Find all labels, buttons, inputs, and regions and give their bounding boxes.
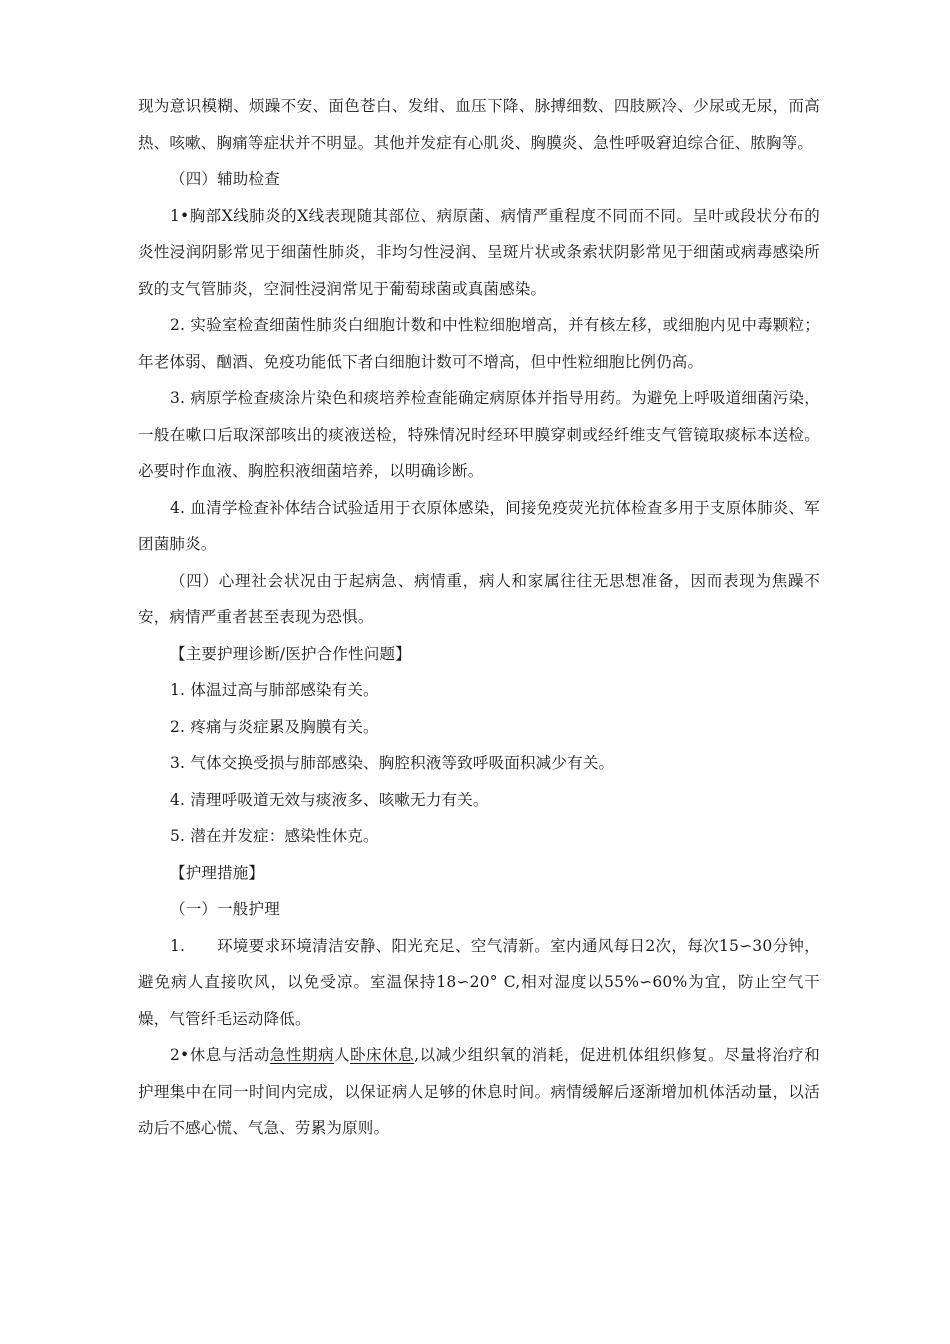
paragraph-shock-symptoms: 现为意识模糊、烦躁不安、面色苍白、发绀、血压下降、脉搏细数、四肢厥冷、少尿或无尿，而高热、咳嗽、胸痛等症状并不明显。其他并发症有心肌炎、胸膜炎、急性呼吸窘迫综合征、脓胸等。 <box>138 97 820 152</box>
paragraph-etiology-tests: 3. 病原学检查痰涂片染色和痰培养检查能确定病原体并指导用药。为避免上呼吸道细菌污染，一般在嗽口后取深部咳出的痰液送检，特殊情况时经环甲膜穿刺或经纤维支气管镜取痰标本送检。必要时作血液、胸腔积液细菌培养，以明确诊断。 <box>138 389 820 480</box>
diagnosis-item-5: 5. 潜在并发症：感染性休克。 <box>170 827 379 845</box>
paragraph-rest-activity <box>138 1037 820 1147</box>
paragraph-serology-tests: 4. 血清学检查补体结合试验适用于衣原体感染，间接免疫荧光抗体检查多用于支原体肺炎、军团菌肺炎。 <box>138 498 820 553</box>
underlined-acute-phase: 急性期病 <box>269 1046 334 1064</box>
heading-nursing-diagnosis: 【主要护理诊断/医护合作性问题】 <box>170 644 411 663</box>
diagnosis-item-2: 2. 疼痛与炎症累及胸膜有关。 <box>170 717 379 736</box>
underlined-bed-rest: 卧床休息 <box>350 1046 415 1064</box>
document-page <box>138 88 820 1147</box>
rest-activity-mid: 人 <box>334 1046 351 1064</box>
diagnosis-item-3: 3. 气体交换受损与肺部感染、胸腔积液等致呼吸面积减少有关。 <box>170 754 615 772</box>
rest-activity-tail: ,以减少组织氧的消耗，促进机体组织修复。尽量将治疗和护理集中在同一时间内完成，以保证病人足够的休息时间。病情缓解后逐渐增加机体活动量，以活动后不感心慌、气急、劳累为原则。 <box>138 1046 820 1137</box>
heading-general-care: （一）一般护理 <box>170 900 280 918</box>
paragraph-chest-xray: 1•胸部X线肺炎的X线表现随其部位、病原菌、病情严重程度不同而不同。呈叶或段状分布的炎性浸润阴影常见于细菌性肺炎，非均匀性浸润、呈斑片状或条索状阴影常见于细菌或病毒感染所致的支气管肺炎，空洞性浸润常见于葡萄球菌或真菌感染。 <box>138 206 820 298</box>
paragraph-lab-tests: 2. 实验室检查细菌性肺炎白细胞计数和中性粒细胞增高，并有核左移，或细胞内见中毒颗粒；年老体弱、酗酒、免疫功能低下者白细胞计数可不增高，但中性粒细胞比例仍高。 <box>138 316 820 371</box>
paragraph-psychosocial: （四）心理社会状况由于起病急、病情重，病人和家属往往无思想准备，因而表现为焦躁不安，病情严重者甚至表现为恐惧。 <box>138 571 820 626</box>
paragraph-environment: 1. 环境要求环境清洁安静、阳光充足、空气清新。室内通风每日2次，每次15∽30分钟，避免病人直接吹风，以免受凉。室温保持18∽20° C,相对湿度以55%∽60%为宜，防止空气干燥，气管纤毛运动降低。 <box>138 936 820 1028</box>
heading-auxiliary-exams: （四）辅助检查 <box>170 170 280 188</box>
rest-activity-lead: 2•休息与活动 <box>170 1046 270 1064</box>
diagnosis-item-1: 1. 体温过高与肺部感染有关。 <box>170 681 379 699</box>
diagnosis-item-4: 4. 清理呼吸道无效与痰液多、咳嗽无力有关。 <box>170 790 489 809</box>
heading-nursing-measures: 【护理措施】 <box>170 863 265 882</box>
